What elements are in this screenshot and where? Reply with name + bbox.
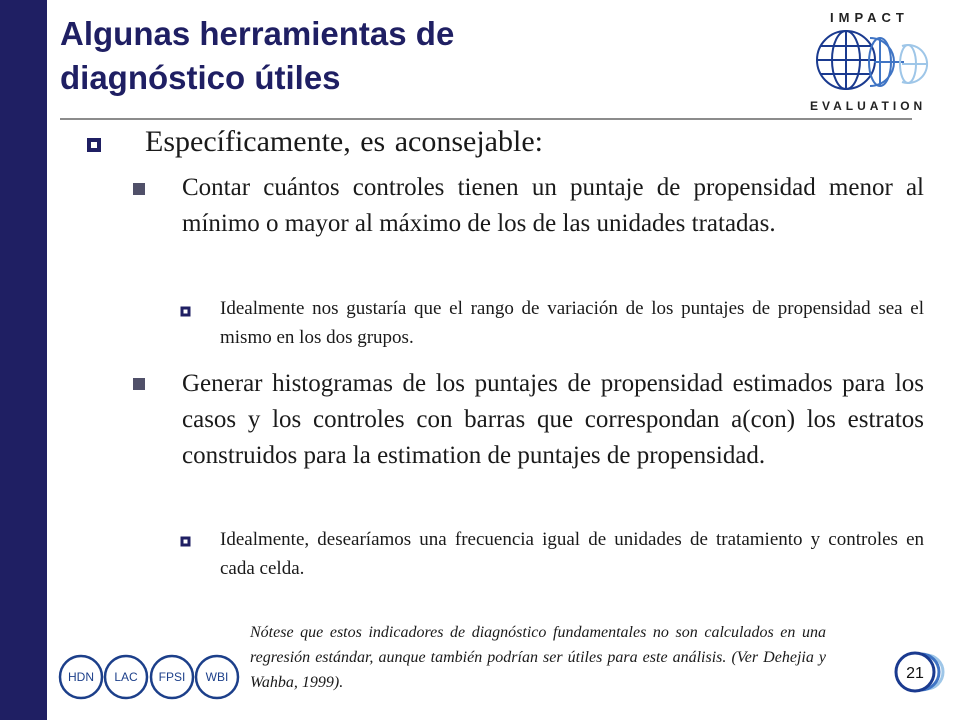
globe-icon-small	[900, 45, 927, 83]
org-label: WBI	[205, 670, 229, 684]
bullet-point-2: Generar histogramas de los puntajes de propensidad estimados para los casos y los controles con barras que correspondan a(con) los estratos construidos para la estimation de puntajes de propensidad.	[182, 370, 924, 469]
square-bullet-icon	[133, 183, 145, 195]
slide-title	[60, 12, 780, 100]
sub-point-1: Idealmente nos gustaría que el rango de variación de los puntajes de propensidad sea el mismo en los dos grupos.	[220, 298, 924, 348]
square-bullet-icon	[180, 536, 191, 547]
org-label: HDN	[68, 670, 94, 684]
logo-top-text: IMPACT	[830, 10, 909, 25]
left-accent-bar	[0, 0, 47, 720]
globe-icon-large	[817, 31, 875, 89]
title-line-1: Algunas herramientas de	[60, 15, 455, 52]
title-line-2: diagnóstico útiles	[60, 59, 341, 96]
impact-evaluation-logo	[790, 0, 940, 118]
square-bullet-icon	[133, 378, 145, 390]
bullet-point-1: Contar cuántos controles tienen un puntaje de propensidad menor al mínimo o mayor al máximo de los de las unidades tratadas.	[182, 174, 924, 237]
organization-circles	[56, 652, 246, 702]
footnote: Nótese que estos indicadores de diagnóstico fundamentales no son calculados en una regresión estándar, aunque también podrían ser útiles para este análisis. (Ver Dehejia y Wahba, 1999).	[250, 624, 826, 691]
sub-point-2: Idealmente, desearíamos una frecuencia igual de unidades de tratamiento y controles en cada celda.	[220, 529, 924, 579]
square-bullet-icon	[180, 306, 191, 317]
content-heading: Específicamente, es aconsejable:	[145, 125, 543, 158]
logo-bottom-text: EVALUATION	[810, 99, 927, 113]
title-divider	[60, 118, 912, 120]
org-label: FPSI	[158, 670, 186, 684]
page-number: 21	[906, 665, 924, 682]
org-label: LAC	[114, 670, 138, 684]
square-bullet-icon	[86, 137, 102, 153]
globe-icon-medium	[869, 38, 904, 86]
